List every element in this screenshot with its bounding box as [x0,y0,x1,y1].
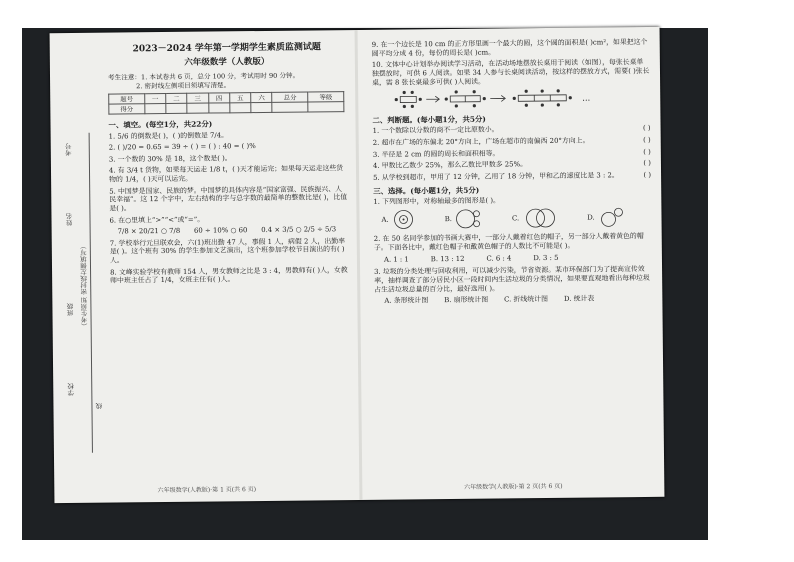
choice-2-option-c: C. 6 : 4 [486,254,512,263]
choice-2-option-b: B. 13 : 12 [430,254,465,263]
note-1: 考生注意：1. 本试卷共 6 页，总分 100 分，考试用时 90 分钟。 [107,71,300,82]
score-row-label: 得分 [109,104,145,114]
choice-3-option-d: D. 统计表 [563,294,595,303]
left-page [50,30,360,503]
judge-1: 1. 一个数除以分数的商不一定比原数小。 ( ) [372,124,651,136]
choice-1-option-d: D. [587,207,625,229]
section-judge: 二、判断题。(每小题1分，共5分) [372,114,486,125]
choice-1-option-a: A. [381,209,414,231]
page-footer-2: 六年级数学(人教版)·第 2 页(共 6 页) [464,482,563,491]
choice-2: 2. 在 50 名同学参加的书画大赛中，一部分人戴着红色的帽子，另一部分人戴着黄色的帽子。下面各比中，戴红色帽子和戴黄色帽子的人数比不可能是( )。 [373,232,644,252]
judge-4: 4. 甲数比乙数少 25%，那么乙数比甲数多 25%。 ( ) [372,159,651,171]
score-table [108,91,344,114]
section-fill-blank: 一、填空。(每空1分，共22分) [108,119,213,130]
score-header-cell: 一 [144,94,165,104]
choice-2-options [384,253,652,264]
score-table-row [109,102,344,114]
question-7: 7. 学校举行元旦联欢会，六(1)班出勤 47 人，事假 1 人，病假 2 人，出勤率是( )。这个班有 30% 的学生参加文艺演出，这个班参加学校节目演出的有( )人。 [109,236,346,265]
exam-paper [50,27,665,503]
score-header-cell: 二 [166,94,187,104]
score-header-cell: 三 [187,93,208,103]
left-content [108,42,349,288]
question-4: 4. 有 3/4 t 货物，如果每天运走 1/8 t，( )天才能运完；如果每天运走这些货物的 1/4，( )天可以运完。 [108,164,344,184]
score-header-cell: 题号 [109,94,145,104]
question-10: 10. 文体中心计划举办阅读学习活动，在活动场地摆放长桌用于阅读（如图），每张长桌单独摆放时，可供 6 人阅读。如果 34 人参与长桌阅读活动，按这样的摆放方式，需要( )张长桌，需 8 张长桌最多可供( )人阅读。 [371,58,650,87]
judge-2: 2. 超市在广场的东偏北 20°方向上，广场在超市的南偏西 20°方向上。 ( ) [372,135,651,147]
score-header-cell: 四 [208,93,229,103]
choice-2-option-a: A. 1 : 1 [383,255,409,264]
choice-3-option-b: B. 扇形统计图 [444,295,489,305]
choice-1-option-c: C. [512,207,557,229]
margin-class: 班级 [66,302,75,317]
choice-1-options [381,206,651,231]
overlapping-circles-icon [523,207,557,229]
diagram-ellipsis: … [582,93,591,103]
score-header-cell: 五 [230,93,251,103]
score-header-cell: 总分 [272,92,308,102]
score-header-cell: 等级 [308,92,344,102]
choice-2-option-d: D. 3 : 5 [533,253,559,262]
margin-exam-no: 考号 [64,142,73,157]
question-1: 1. 5/6 的倒数是( )，( )的倒数是 7/4。 [108,130,229,141]
choice-3-options [384,294,652,305]
choice-1: 1. 下列图形中，对称轴最多的图形是( )。 [373,196,500,206]
question-6: 6. 在○里填上“>”“<”或“=”。 [109,215,205,225]
table-arrangement-diagram [394,87,624,109]
exam-subtitle: 六年级数学（人教版） [184,57,270,69]
margin-school: 学校 [67,382,76,397]
question-6-items: 7/8 × 20/21 ○ 7/8 60 ÷ 10% ○ 60 0.4 × 3/5 ○ 2/5 ÷ 5/3 [117,225,337,236]
judge-5: 5. 从学校到超市，甲用了 12 分钟，乙用了 18 分钟，甲和乙的速度比是 3 : 2。 ( ) [373,170,652,182]
right-page [358,27,665,500]
choice-3: 3. 垃圾的分类处理与回收利用，可以减少污染，节省资源。某市环保部门为了提高宣传效率，抽样调查了部分居民小区一段时间内生活垃圾的分类情况，如果要直观地看出每种垃圾占生活垃圾总量的百分比，最好选用( )。 [374,265,650,294]
question-3: 3. 一个数的 30% 是 18，这个数是( )。 [108,154,232,164]
note-2: 2. 密封线左侧项目须填写清楚。 [136,81,231,91]
tangent-circles-icon [599,207,625,229]
question-8: 8. 文峰实验学校有教师 154 人，男女教师之比是 3 : 4，男教师有( )人，女教师中班主任占了 1/4，女班主任有( )人。 [110,265,348,285]
right-content [372,37,653,310]
question-9: 9. 在一个边长是 10 cm 的正方形里画一个最大的圆，这个圆的面积是( )cm²，如果把这个圆平均分成 4 份，每份的周长是( )cm。 [371,37,648,58]
exam-title: 2023－2024 学年第一学期学生素质监测试题 [132,42,321,55]
concentric-circles-icon [393,209,415,231]
section-choice: 三、选择。(每小题1分，共5分) [373,185,480,196]
question-2: 2. ( )/20 = 0.65 = 39 ÷ ( ) = ( ) : 40 = ( )% [108,142,256,152]
circle-with-small-circles-icon [456,208,482,230]
question-5: 5. 中国梦是国家、民族的梦。中国梦的具体内容是“国家富强、民族振兴、人民幸福”。这 12 个字中，左右结构的字与总字数的最简单的整数比是( )，比值是( )。 [109,184,348,213]
margin-line-label: 线 [95,402,104,410]
score-header-cell: 六 [251,93,272,103]
choice-1-option-b: B. [445,208,482,230]
page-footer-1: 六年级数学(人教版)·第 1 页(共 6 页) [157,485,257,494]
choice-3-option-a: A. 条形统计图 [384,296,429,305]
seal-margin [55,133,108,454]
seal-line [89,133,93,453]
choice-3-option-c: C. 折线统计图 [504,295,549,304]
margin-name: 姓名 [65,212,74,227]
judge-3: 3. 半径是 2 cm 的圆的周长和面积相等。 ( ) [372,147,651,159]
margin-seal-note: （考生须知 密封线左侧填写） [79,242,89,330]
